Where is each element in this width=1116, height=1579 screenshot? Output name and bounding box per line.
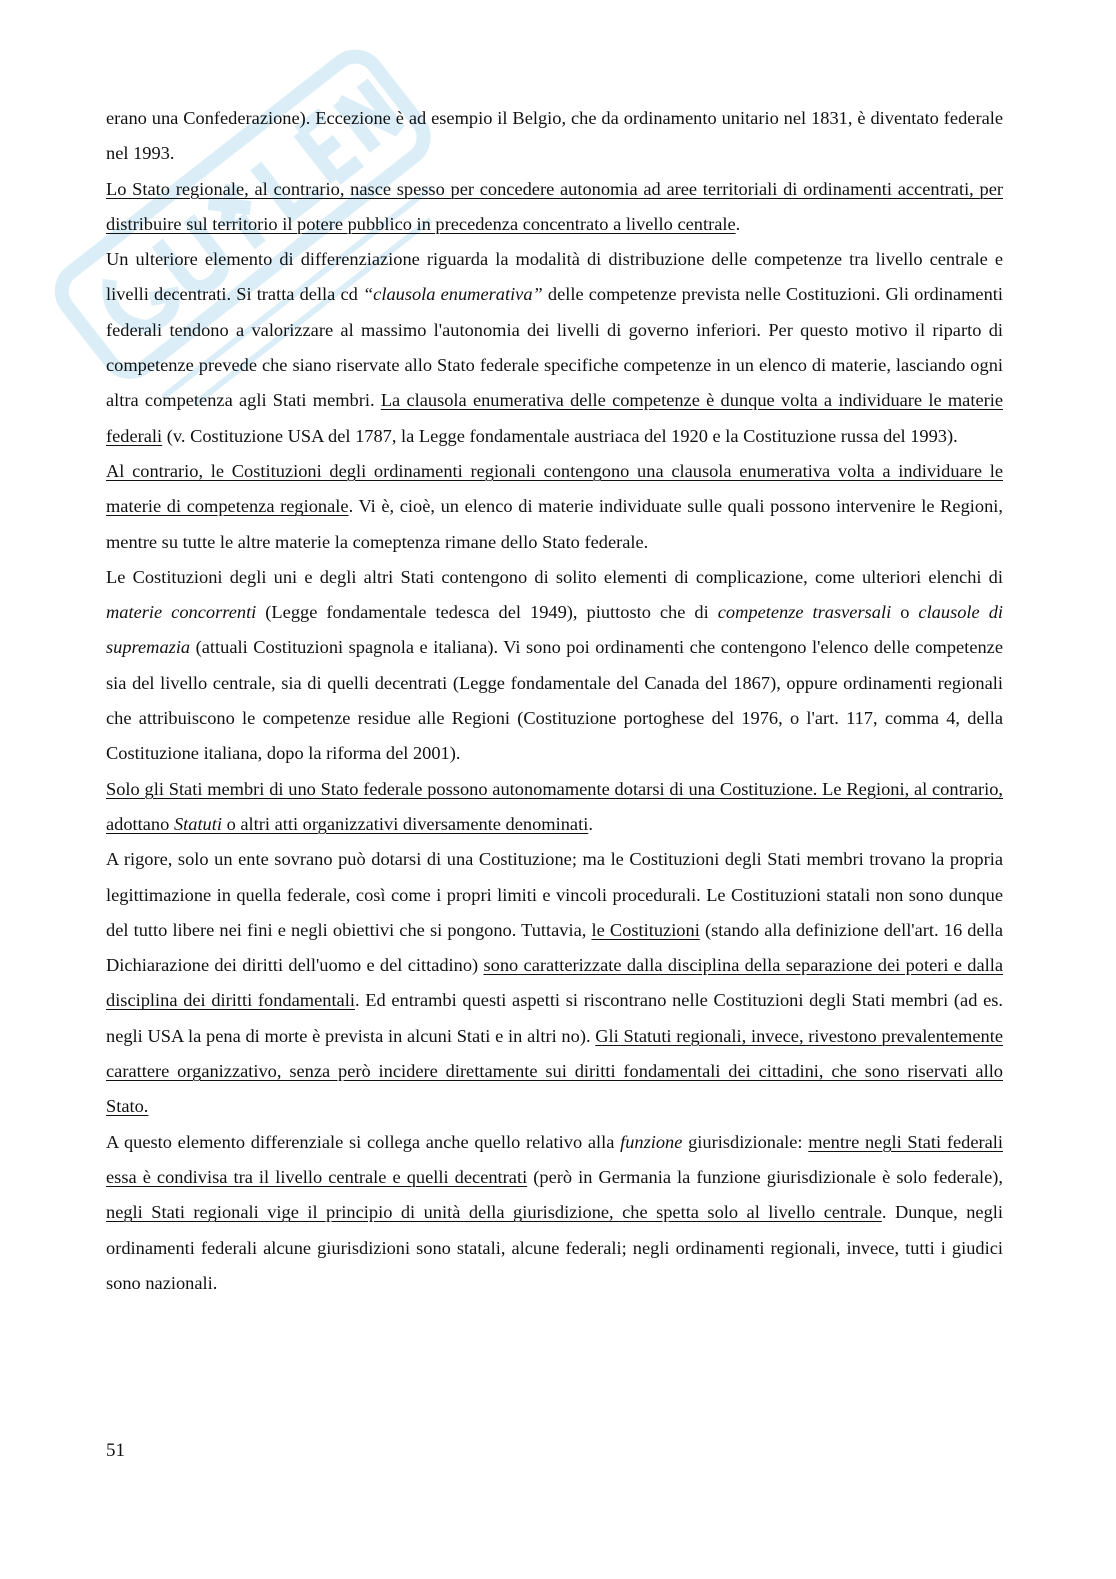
body-text: [106, 101, 1003, 1301]
text-segment: delle competenze prevista nelle Costituzioni. Gli ordinamenti federali tendono a valorizzare al massimo l'autonomia dei livelli di governo inferiori. Per questo motivo il riparto di competenze prevede che siano riservate allo Stato federale specifiche competenze in un elenco di materie, lasciando ogni altra competenza agli Stati membri.: [106, 284, 1003, 411]
text-segment: (attuali Costituzioni spagnola e italiana). Vi sono poi ordinamenti che contengono l'elenco delle competenze sia del livello centrale, sia di quelli decentrati (Legge fondamentale del Canada del 1867), oppure ordinamenti regionali che attribuiscono le competenze residue alle Regioni (Costituzione portoghese del 1976, o l'art. 117, comma 4, della Costituzione italiana, dopo la riforma del 2001).: [106, 637, 1003, 764]
text-segment: (stando alla definizione dell'art. 16 della Dichiarazione dei diritti dell'uomo e del cittadino): [106, 919, 1004, 976]
paragraph: [106, 172, 1003, 243]
text-segment: materie concorrenti: [106, 602, 257, 623]
text-segment: . Vi è, cioè, un elenco di materie individuate sulle quali possono intervenire le Regioni, mentre su tutte le altre materie la comeptenza rimane dello Stato federale.: [106, 496, 1003, 552]
text-segment: (v. Costituzione USA del 1787, la Legge fondamentale austriaca del 1920 e la Costituzione russa del 1993).: [162, 425, 958, 446]
text-segment: (però in Germania la funzione giurisdizionale è solo federale),: [527, 1166, 1004, 1187]
paragraph: [106, 1125, 1003, 1301]
text-segment: mentre negli Stati federali essa è condivisa tra il livello centrale e quelli decentrati: [106, 1131, 1003, 1187]
text-segment: Le Costituzioni degli uni e degli altri Stati contengono di solito elementi di complicazione, come ulteriori elenchi di: [106, 566, 1003, 587]
text-segment: Solo gli Stati membri di uno Stato federale possono autonomamente dotarsi di una Costituzione. Le Regioni, al contrario, adottano: [106, 778, 1003, 834]
text-segment: funzione: [620, 1131, 683, 1152]
text-segment: .: [735, 213, 741, 234]
text-segment: La clausola enumerativa delle competenze è dunque volta a individuare le materie federali: [106, 390, 1003, 446]
text-segment: (Legge fondamentale tedesca del 1949), piuttosto che di: [256, 602, 718, 623]
page-number: 51: [106, 1440, 125, 1461]
text-segment: giurisdizionale:: [682, 1131, 809, 1152]
text-segment: Un ulteriore elemento di differenziazione riguarda la modalità di distribuzione delle competenze tra livello centrale e livelli decentrati. Si tratta della cd: [106, 249, 1003, 305]
paragraph: [106, 454, 1003, 560]
paragraph: [106, 772, 1003, 843]
text-segment: A rigore, solo un ente sovrano può dotarsi di una Costituzione; ma le Costituzioni degli Stati membri trovano la propria legittimazione in quella federale, così come i propri limiti e vincoli procedurali. Le Costituzioni statali non sono dunque del tutto libere nei fini e negli obiettivi che si pongono. Tuttavia,: [106, 849, 1003, 940]
text-segment: sono caratterizzate dalla disciplina della separazione dei poteri e dalla disciplina dei diritti fondamentali: [106, 955, 1003, 1011]
paragraph: [106, 842, 1003, 1124]
text-segment: le Costituzioni: [591, 919, 700, 940]
text-segment: Al contrario, le Costituzioni degli ordinamenti regionali contengono una clausola enumerativa volta a individuare le materie di competenza regionale: [106, 460, 1003, 517]
text-segment: .: [588, 813, 593, 834]
text-segment: Gli Statuti regionali, invece, rivestono prevalentemente carattere organizzativo, senza però incidere direttamente sui diritti fondamentali dei cittadini, che sono riservati allo Stato.: [106, 1025, 1003, 1117]
text-segment: competenze trasversali: [717, 602, 892, 623]
text-segment: clausole di supremazia: [106, 602, 1003, 658]
text-segment: “clausola enumerativa”: [362, 284, 543, 305]
paragraph: [106, 560, 1003, 772]
text-segment: A questo elemento differenziale si collega anche quello relativo alla: [106, 1131, 621, 1152]
text-segment: . Ed entrambi questi aspetti si riscontrano nelle Costituzioni degli Stati membri (ad es. negli USA la pena di morte è prevista in alcuni Stati e in altri no).: [106, 990, 1003, 1046]
text-segment: Lo Stato regionale, al contrario, nasce spesso per concedere autonomia ad aree territoriali di ordinamenti accentrati, per distribuire sul territorio il potere pubblico in precedenza concentrato a livello centrale: [106, 178, 1003, 234]
text-segment: Statuti: [173, 813, 222, 834]
text-segment: . Dunque, negli ordinamenti federali alcune giurisdizioni sono statali, alcune federali; negli ordinamenti regionali, invece, tutti i giudici sono nazionali.: [106, 1202, 1004, 1293]
text-segment: erano una Confederazione). Eccezione è ad esempio il Belgio, che da ordinamento unitario nel 1831, è diventato federale nel 1993.: [106, 108, 1003, 164]
text-segment: negli Stati regionali vige il principio di unità della giurisdizione, che spetta solo al livello centrale: [106, 1202, 882, 1223]
paragraph: [106, 101, 1003, 172]
paragraph: [106, 242, 1003, 454]
text-segment: o: [891, 602, 919, 623]
text-segment: o altri atti organizzativi diversamente denominati: [221, 813, 589, 834]
